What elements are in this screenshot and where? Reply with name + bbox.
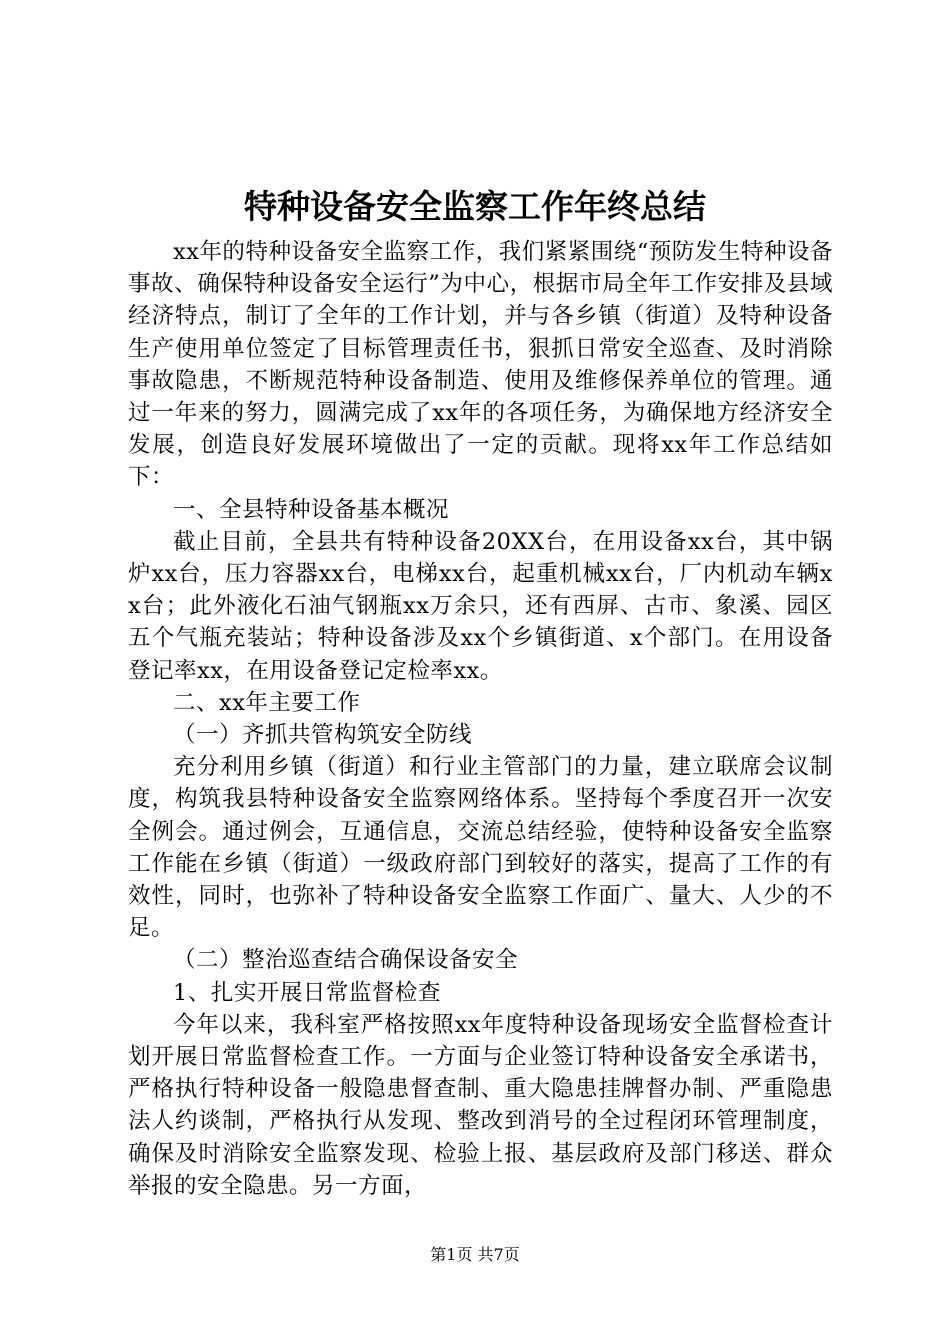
document-body <box>128 236 833 1202</box>
paragraph-daily-inspection: 今年以来，我科室严格按照xx年度特种设备现场安全监督检查计划开展日常监督检查工作。一方面与企业签订特种设备安全承诺书，严格执行特种设备一般隐患督查制、重大隐患挂牌督办制、严重隐患法人约谈制，严格执行从发现、整改到消号的全过程闭环管理制度，确保及时消除安全监察发现、检验上报、基层政府及部门移送、群众举报的安全隐患。另一方面， <box>128 1011 833 1199</box>
heading-section-1: 一、全县特种设备基本概况 <box>173 496 450 523</box>
document-title: 特种设备安全监察工作年终总结 <box>244 187 706 226</box>
page-number-footer: 第1页 共7页 <box>430 1245 520 1264</box>
heading-section-2: 二、xx年主要工作 <box>173 689 361 716</box>
paragraph-joint-management: 充分利用乡镇（街道）和行业主管部门的力量，建立联席会议制度，构筑我县特种设备安全监察网络体系。坚持每个季度召开一次安全例会。通过例会，互通信息，交流总结经验，使特种设备安全监察工作能在乡镇（街道）一级政府部门到较好的落实，提高了工作的有效性，同时，也弥补了特种设备安全监察工作面广、量大、人少的不足。 <box>128 754 833 942</box>
heading-subsection-2: （二）整治巡查结合确保设备安全 <box>173 947 519 974</box>
paragraph-equipment-overview: 截止目前，全县共有特种设备20XX台，在用设备xx台，其中锅炉xx台，压力容器xx台，电梯xx台，起重机械xx台，厂内机动车辆xx台；此外液化石油气钢瓶xx万余只，还有西屏、古市、象溪、园区五个气瓶充装站；特种设备涉及xx个乡镇街道、x个部门。在用设备登记率xx，在用设备登记定检率xx。 <box>128 528 833 684</box>
paragraph-intro: xx年的特种设备安全监察工作，我们紧紧围绕“预防发生特种设备事故、确保特种设备安全运行”为中心，根据市局全年工作安排及县域经济特点，制订了全年的工作计划，并与各乡镇（街道）及特种设备生产使用单位签定了目标管理责任书，狠抓日常安全巡查、及时消除事故隐患，不断规范特种设备制造、使用及维修保养单位的管理。通过一年来的努力，圆满完成了xx年的各项任务，为确保地方经济安全发展，创造良好发展环境做出了一定的贡献。现将xx年工作总结如下： <box>128 239 833 491</box>
heading-item-1: 1、扎实开展日常监督检查 <box>173 979 441 1006</box>
heading-subsection-1: （一）齐抓共管构筑安全防线 <box>173 722 473 749</box>
